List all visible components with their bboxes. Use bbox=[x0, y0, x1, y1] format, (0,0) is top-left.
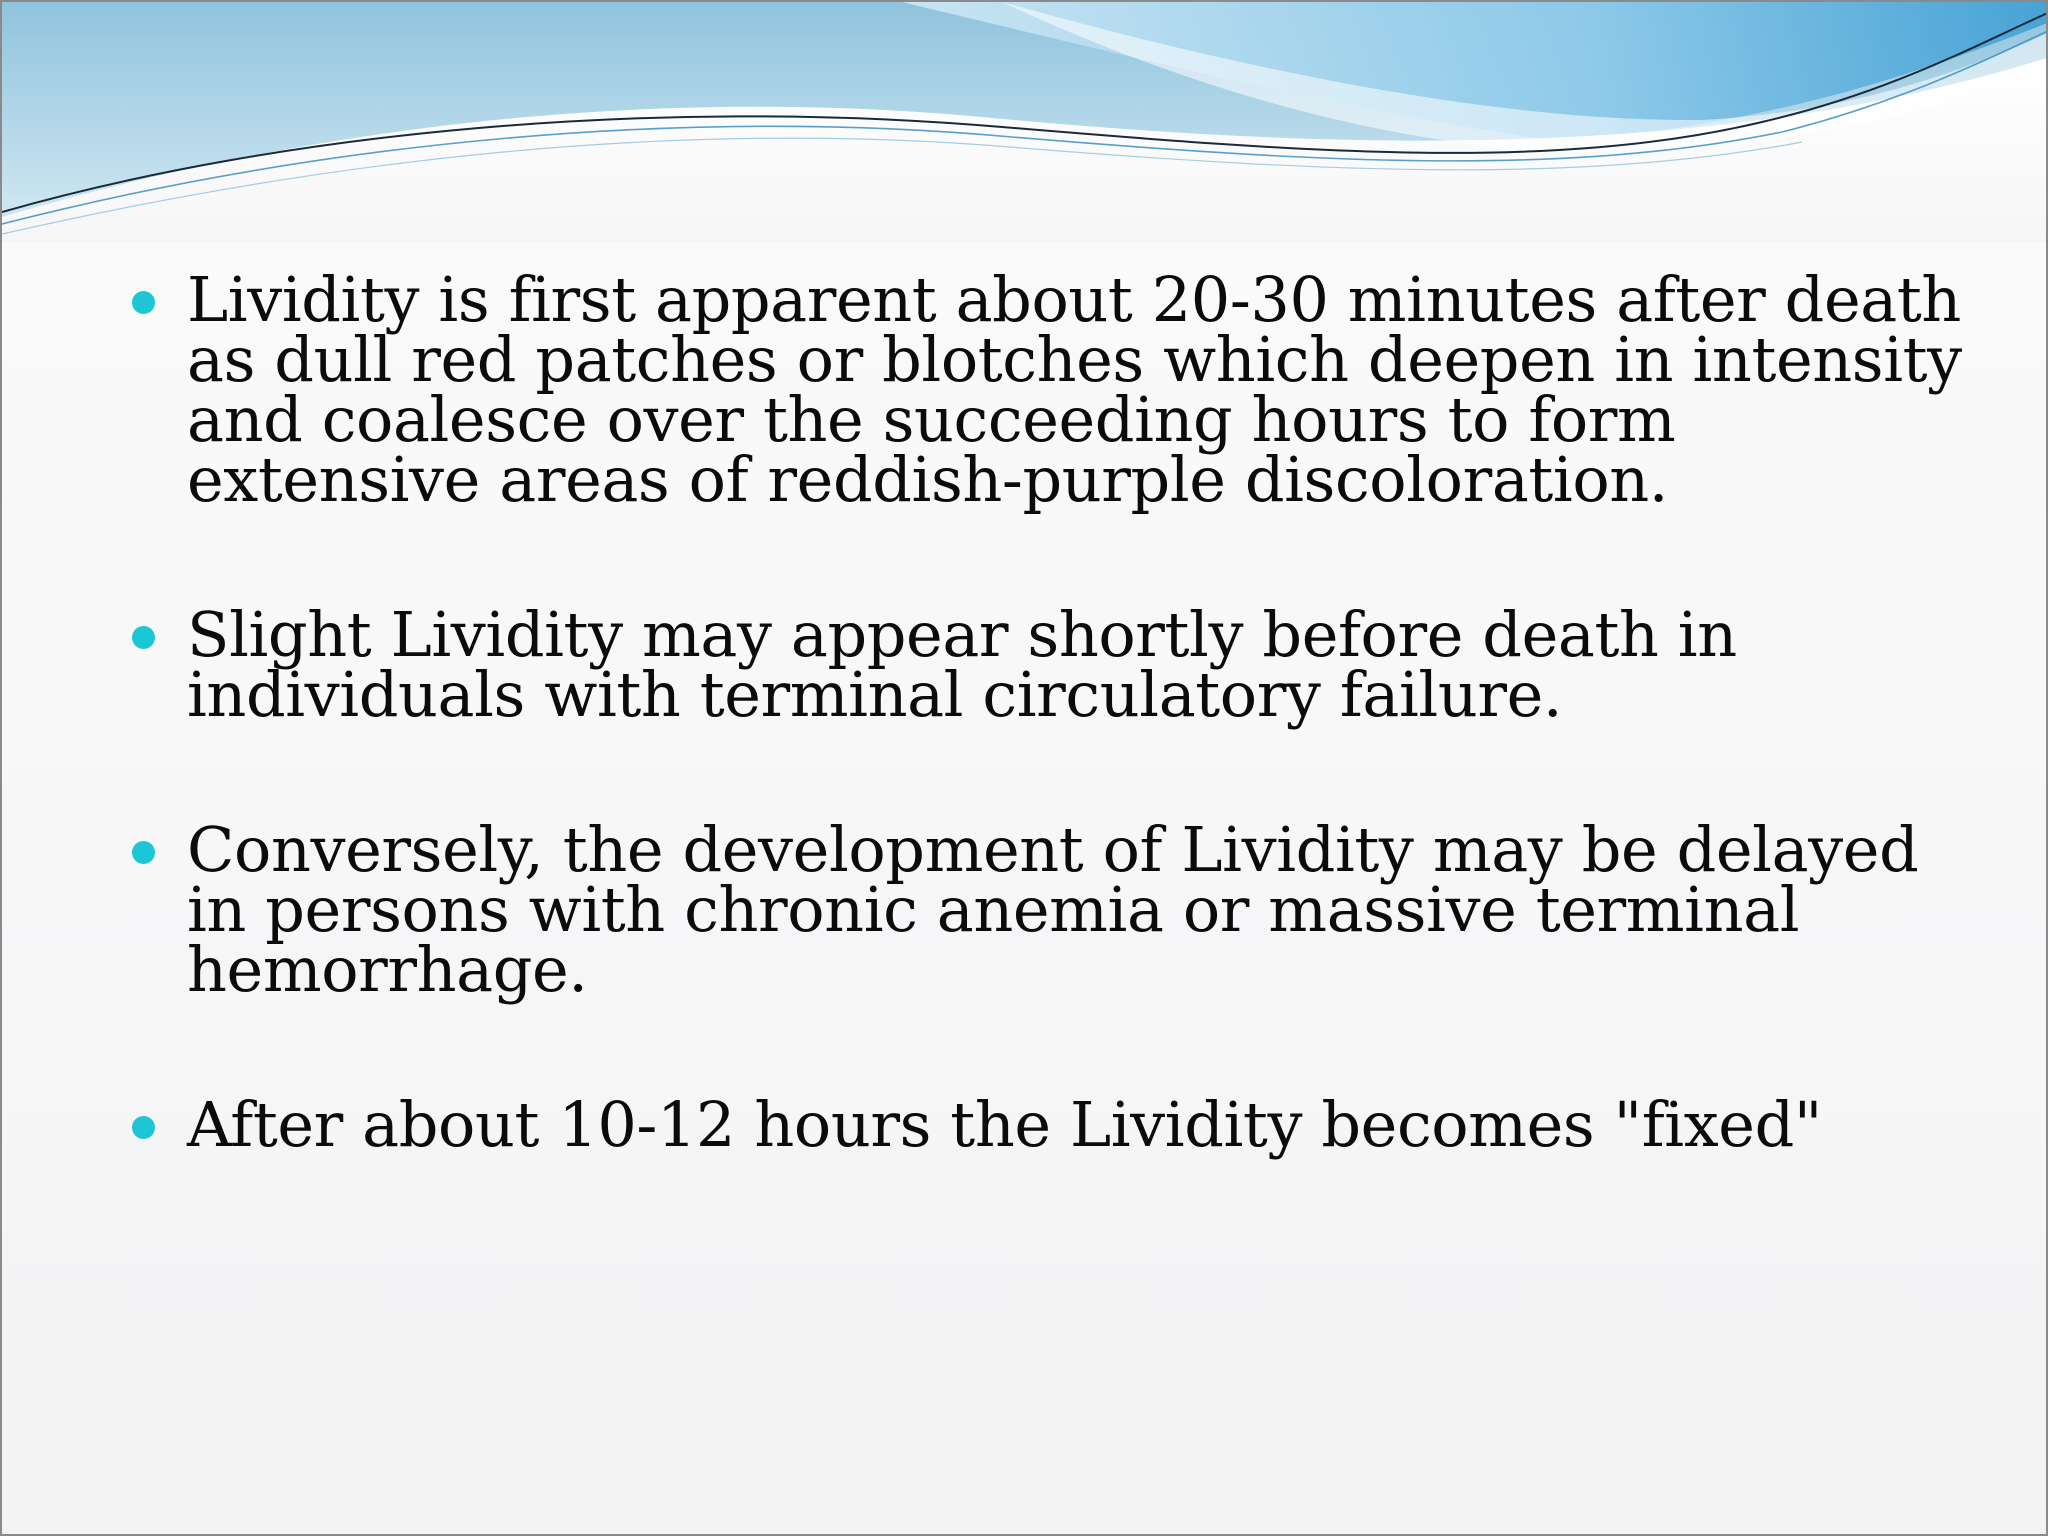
slide-content bbox=[127, 263, 1987, 1161]
bullet-dot-icon bbox=[132, 291, 155, 314]
bullet-text: Lividity is first apparent about 20-30 minutes after death as dull red patches or blotches which deepen in intensity and coalesce over the succeeding hours to form extensive areas of reddish-purple discoloration. bbox=[187, 263, 1962, 516]
header-wave-decoration bbox=[2, 2, 2048, 242]
bullet-item bbox=[127, 598, 1987, 731]
bullet-dot-icon bbox=[132, 1116, 155, 1139]
bullet-dot-icon bbox=[132, 626, 155, 649]
bullet-item bbox=[127, 1088, 1987, 1161]
bullet-item bbox=[127, 813, 1987, 1006]
bullet-item bbox=[127, 263, 1987, 516]
bullet-text: After about 10-12 hours the Lividity becomes "fixed" bbox=[187, 1088, 1822, 1161]
bullet-dot-icon bbox=[132, 841, 155, 864]
bullet-text: Slight Lividity may appear shortly before death in individuals with terminal circulatory failure. bbox=[187, 598, 1737, 731]
bullet-list bbox=[127, 263, 1987, 1161]
bullet-text: Conversely, the development of Lividity may be delayed in persons with chronic anemia or massive terminal hemorrhage. bbox=[187, 813, 1919, 1006]
